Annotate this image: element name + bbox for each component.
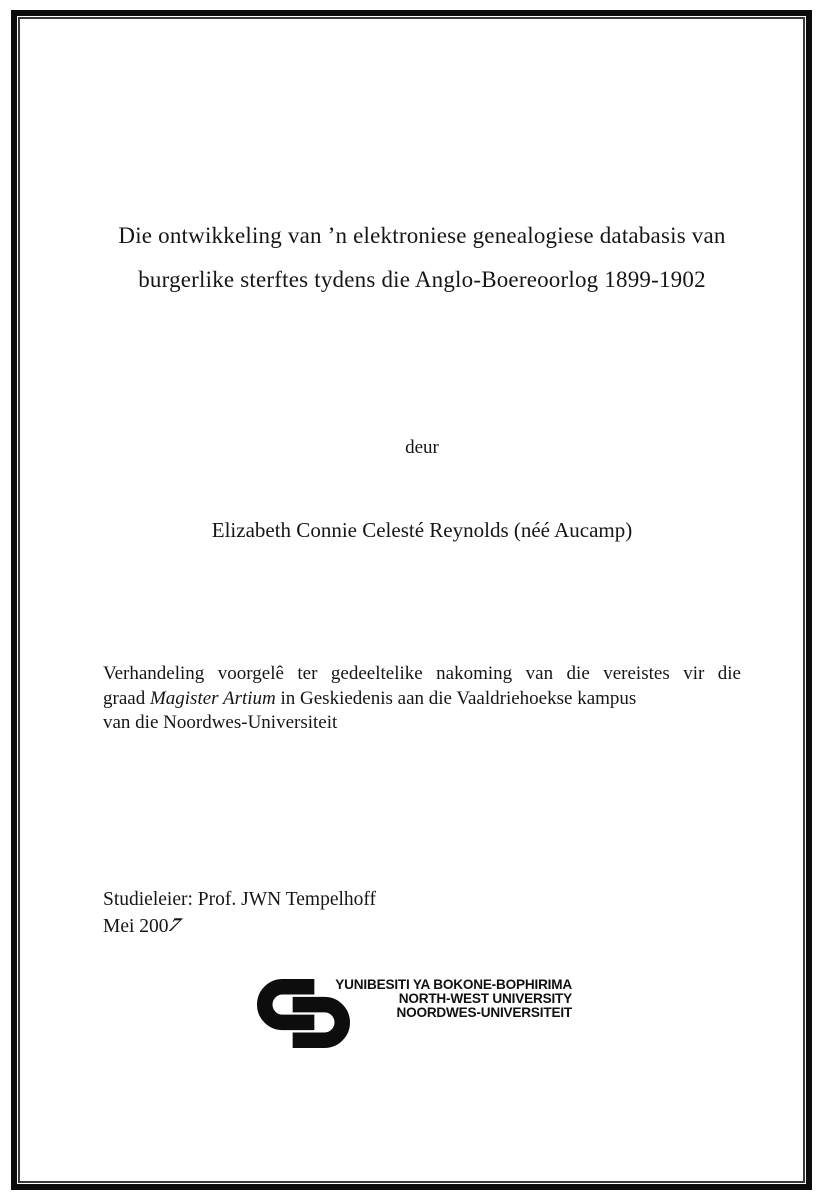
nwu-logo-text-setswana: YUNIBESITI YA BOKONE-BOPHIRIMA (335, 977, 572, 992)
byline-deur: deur (405, 437, 439, 458)
thesis-note-line2-post: in Geskiedenis aan die Vaaldriehoekse kampus (275, 687, 637, 709)
thesis-note-line1: Verhandeling voorgelê ter gedeeltelike nakoming van die vereistes vir die (103, 663, 741, 684)
thesis-title-line1: Die ontwikkeling van ’n elektroniese genealogiese databasis van (118, 223, 726, 248)
nwu-logo-text-english: NORTH-WEST UNIVERSITY (398, 990, 572, 1006)
thesis-note (103, 662, 741, 736)
thesis-note-line2 (103, 687, 741, 712)
nwu-logo-text (335, 978, 572, 1019)
thesis-title-line2: burgerlike sterftes tydens die Anglo-Boereoorlog 1899-1902 (138, 267, 706, 292)
thesis-note-line2-pre: graad (103, 687, 150, 709)
author-name: Elizabeth Connie Celesté Reynolds (néé Aucamp) (211, 518, 633, 542)
degree-name-italic: Magister Artium (149, 687, 276, 709)
thesis-note-line3: van die Noordwes-Universiteit (103, 712, 338, 733)
supervisor-line: Studieleier: Prof. JWN Tempelhoff (103, 889, 377, 910)
nwu-logo-text-afrikaans: NOORDWES-UNIVERSITEIT (396, 1004, 572, 1020)
supervisor-block (103, 886, 376, 940)
date-line (103, 913, 376, 940)
date-prefix: Mei 200 (103, 916, 169, 937)
thesis-title (103, 214, 741, 302)
date-digit-seven: 7 (163, 915, 185, 936)
